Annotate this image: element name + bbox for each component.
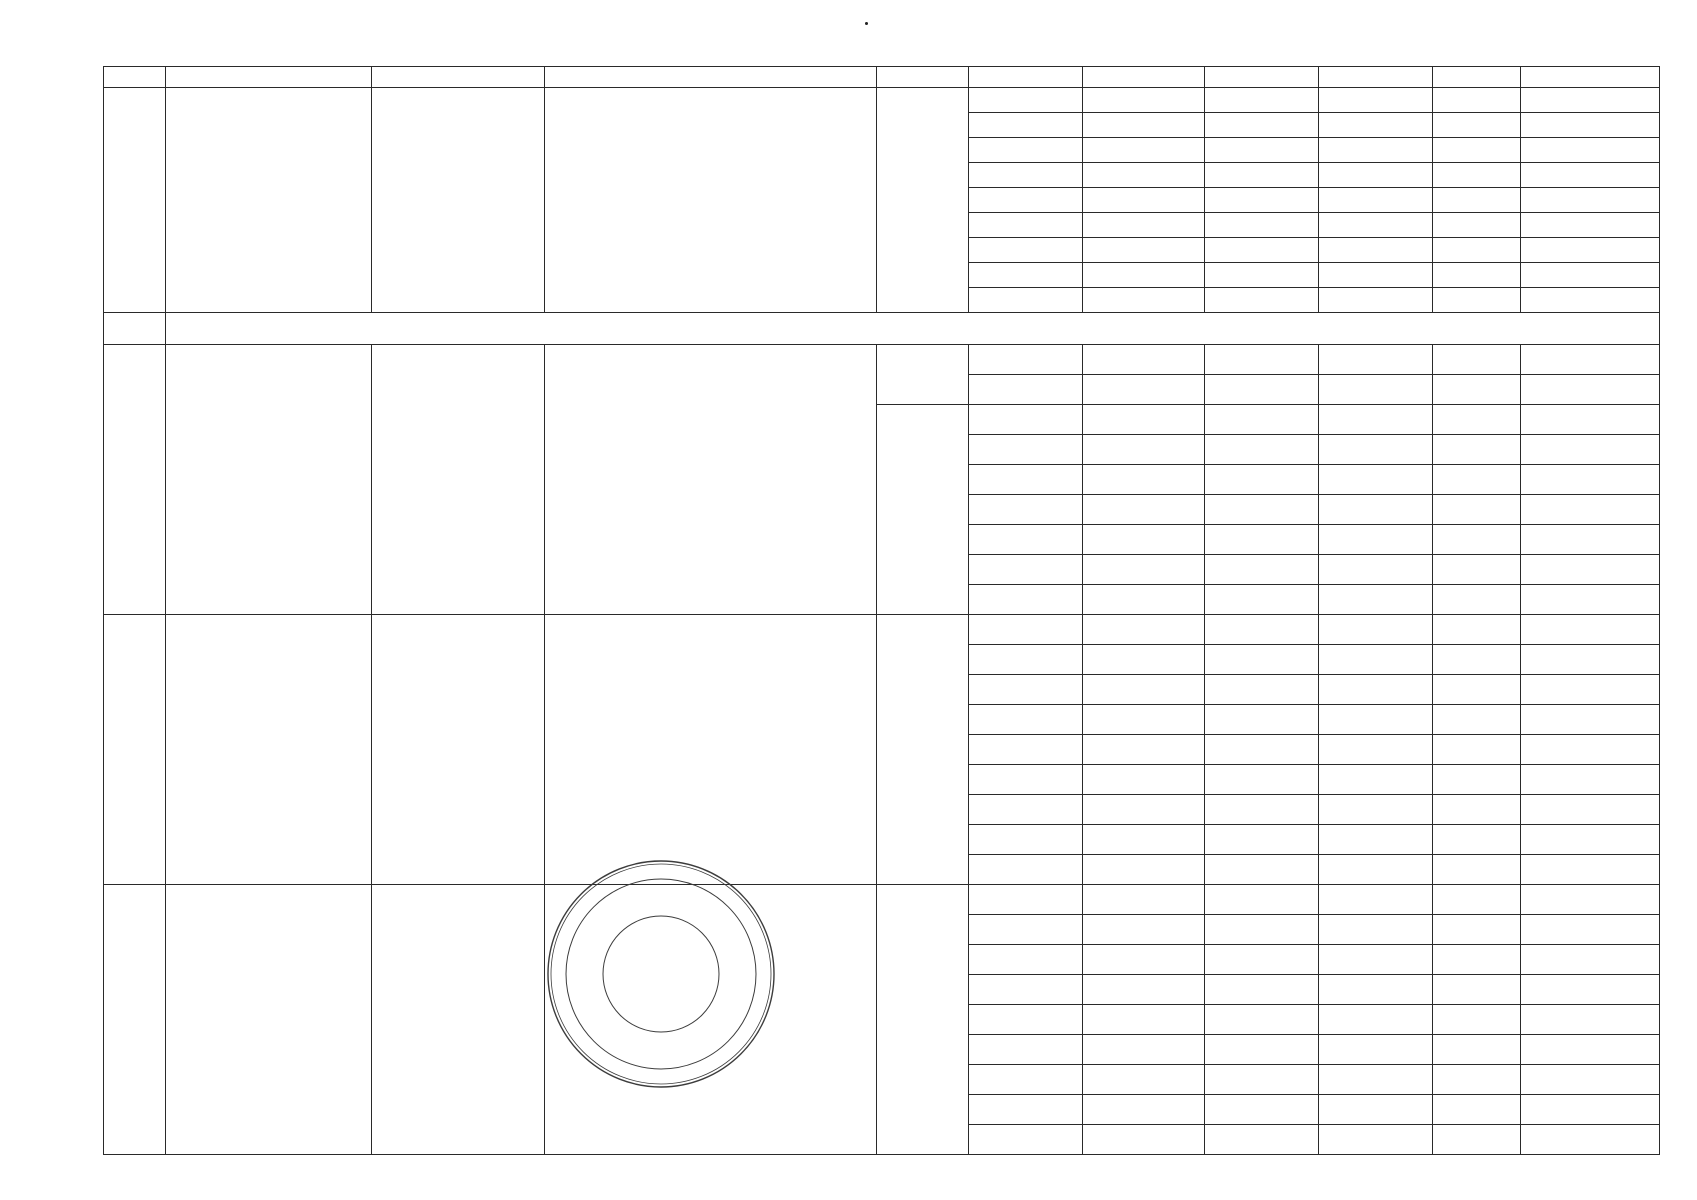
- empty-cell: [545, 885, 877, 1155]
- year-cell: [969, 213, 1083, 238]
- amount-cell: [1521, 735, 1660, 765]
- year-cell: [969, 885, 1083, 915]
- item-result: [545, 345, 877, 615]
- amount-cell: [1521, 615, 1660, 645]
- amount-cell: [1083, 1065, 1205, 1095]
- amount-cell: [1433, 465, 1521, 495]
- amount-cell: [1205, 213, 1319, 238]
- amount-cell: [1521, 1095, 1660, 1125]
- year-cell: [969, 345, 1083, 375]
- amount-cell: [1205, 585, 1319, 615]
- amount-cell: [1433, 113, 1521, 138]
- budget-table: [103, 66, 1660, 1155]
- amount-cell: [1205, 495, 1319, 525]
- amount-cell: [1319, 138, 1433, 163]
- amount-cell: [1433, 495, 1521, 525]
- amount-cell: [1433, 645, 1521, 675]
- amount-cell: [1521, 1125, 1660, 1155]
- amount-cell: [1205, 345, 1319, 375]
- year-cell: [969, 163, 1083, 188]
- amount-cell: [1521, 435, 1660, 465]
- amount-cell: [1083, 645, 1205, 675]
- amount-cell: [1319, 88, 1433, 113]
- amount-cell: [1319, 1005, 1433, 1035]
- year-cell: [969, 975, 1083, 1005]
- amount-cell: [1319, 405, 1433, 435]
- amount-cell: [1319, 435, 1433, 465]
- amount-cell: [1521, 705, 1660, 735]
- section-number: [104, 313, 166, 345]
- section-row: [104, 313, 1660, 345]
- amount-cell: [1083, 675, 1205, 705]
- amount-cell: [1319, 163, 1433, 188]
- amount-cell: [1319, 345, 1433, 375]
- amount-cell: [1205, 435, 1319, 465]
- item-name: [166, 345, 372, 615]
- col-num: [545, 67, 877, 88]
- item-executor: [372, 345, 545, 615]
- amount-cell: [1433, 405, 1521, 435]
- empty-cell: [372, 615, 545, 885]
- amount-cell: [1205, 645, 1319, 675]
- amount-cell: [1083, 88, 1205, 113]
- amount-cell: [1205, 163, 1319, 188]
- amount-cell: [1083, 288, 1205, 313]
- amount-cell: [1319, 1035, 1433, 1065]
- amount-cell: [1433, 915, 1521, 945]
- amount-cell: [1521, 465, 1660, 495]
- amount-cell: [1433, 585, 1521, 615]
- amount-cell: [1083, 585, 1205, 615]
- unit-conditional: [877, 345, 969, 405]
- amount-cell: [1205, 1035, 1319, 1065]
- amount-cell: [1205, 113, 1319, 138]
- amount-cell: [1433, 163, 1521, 188]
- amount-cell: [1521, 855, 1660, 885]
- amount-cell: [1083, 765, 1205, 795]
- amount-cell: [1521, 795, 1660, 825]
- amount-cell: [1433, 1065, 1521, 1095]
- amount-cell: [1521, 88, 1660, 113]
- year-cell: [969, 238, 1083, 263]
- amount-cell: [1521, 975, 1660, 1005]
- year-cell: [969, 645, 1083, 675]
- empty-cell: [877, 88, 969, 313]
- amount-cell: [1083, 825, 1205, 855]
- amount-cell: [1205, 88, 1319, 113]
- empty-cell: [372, 88, 545, 313]
- amount-cell: [1083, 213, 1205, 238]
- year-cell: [969, 1065, 1083, 1095]
- empty-cell: [877, 885, 969, 1155]
- section-title: [166, 313, 1660, 345]
- amount-cell: [1433, 555, 1521, 585]
- amount-cell: [1433, 525, 1521, 555]
- amount-cell: [1521, 163, 1660, 188]
- amount-cell: [1433, 1005, 1521, 1035]
- amount-cell: [1083, 705, 1205, 735]
- amount-cell: [1319, 263, 1433, 288]
- amount-cell: [1521, 113, 1660, 138]
- amount-cell: [1521, 915, 1660, 945]
- amount-cell: [1521, 238, 1660, 263]
- year-cell: [969, 1035, 1083, 1065]
- year-cell: [969, 675, 1083, 705]
- block-label: [166, 885, 372, 1155]
- year-cell: [969, 405, 1083, 435]
- amount-cell: [1205, 795, 1319, 825]
- amount-cell: [1205, 945, 1319, 975]
- amount-cell: [1319, 885, 1433, 915]
- amount-cell: [1319, 975, 1433, 1005]
- amount-cell: [1521, 825, 1660, 855]
- amount-cell: [1433, 88, 1521, 113]
- amount-cell: [1083, 945, 1205, 975]
- year-cell: [969, 525, 1083, 555]
- col-num: [372, 67, 545, 88]
- amount-cell: [1433, 615, 1521, 645]
- unit-percent: [877, 405, 969, 615]
- amount-cell: [1433, 213, 1521, 238]
- amount-cell: [1083, 735, 1205, 765]
- amount-cell: [1433, 885, 1521, 915]
- amount-cell: [1433, 945, 1521, 975]
- empty-cell: [877, 615, 969, 885]
- year-cell: [969, 795, 1083, 825]
- amount-cell: [1521, 375, 1660, 405]
- amount-cell: [1319, 213, 1433, 238]
- amount-cell: [1319, 1095, 1433, 1125]
- amount-cell: [1319, 645, 1433, 675]
- amount-cell: [1205, 465, 1319, 495]
- amount-cell: [1319, 188, 1433, 213]
- amount-cell: [1319, 855, 1433, 885]
- amount-cell: [1521, 555, 1660, 585]
- amount-cell: [1433, 238, 1521, 263]
- amount-cell: [1205, 915, 1319, 945]
- table-row: [104, 88, 1660, 113]
- amount-cell: [1205, 675, 1319, 705]
- year-cell: [969, 915, 1083, 945]
- amount-cell: [1205, 138, 1319, 163]
- amount-cell: [1083, 138, 1205, 163]
- table-row: [104, 885, 1660, 915]
- amount-cell: [1319, 735, 1433, 765]
- year-cell: [969, 263, 1083, 288]
- year-cell: [969, 375, 1083, 405]
- year-cell: [969, 465, 1083, 495]
- block-label: [166, 615, 372, 885]
- amount-cell: [1319, 705, 1433, 735]
- amount-cell: [1319, 113, 1433, 138]
- amount-cell: [1083, 975, 1205, 1005]
- column-number-row: [104, 67, 1660, 88]
- amount-cell: [1205, 885, 1319, 915]
- amount-cell: [1433, 138, 1521, 163]
- amount-cell: [1205, 263, 1319, 288]
- amount-cell: [1319, 465, 1433, 495]
- amount-cell: [1433, 855, 1521, 885]
- amount-cell: [1205, 615, 1319, 645]
- amount-cell: [1521, 945, 1660, 975]
- amount-cell: [1205, 375, 1319, 405]
- col-num: [877, 67, 969, 88]
- amount-cell: [1521, 138, 1660, 163]
- year-cell: [969, 113, 1083, 138]
- amount-cell: [1205, 855, 1319, 885]
- amount-cell: [1205, 735, 1319, 765]
- amount-cell: [1083, 405, 1205, 435]
- amount-cell: [1205, 188, 1319, 213]
- item-number: [104, 345, 166, 615]
- amount-cell: [1433, 263, 1521, 288]
- year-cell: [969, 735, 1083, 765]
- amount-cell: [1521, 1005, 1660, 1035]
- amount-cell: [1205, 238, 1319, 263]
- year-cell: [969, 188, 1083, 213]
- year-cell: [969, 495, 1083, 525]
- year-cell: [969, 705, 1083, 735]
- amount-cell: [1205, 975, 1319, 1005]
- amount-cell: [1083, 113, 1205, 138]
- amount-cell: [1205, 525, 1319, 555]
- amount-cell: [1433, 765, 1521, 795]
- amount-cell: [1433, 345, 1521, 375]
- year-cell: [969, 288, 1083, 313]
- year-cell: [969, 825, 1083, 855]
- year-cell: [969, 765, 1083, 795]
- amount-cell: [1083, 263, 1205, 288]
- amount-cell: [1205, 1125, 1319, 1155]
- year-cell: [969, 855, 1083, 885]
- amount-cell: [1083, 1125, 1205, 1155]
- amount-cell: [1521, 675, 1660, 705]
- amount-cell: [1433, 288, 1521, 313]
- amount-cell: [1083, 915, 1205, 945]
- amount-cell: [1521, 263, 1660, 288]
- amount-cell: [1083, 465, 1205, 495]
- amount-cell: [1083, 855, 1205, 885]
- amount-cell: [1433, 435, 1521, 465]
- amount-cell: [1083, 885, 1205, 915]
- amount-cell: [1083, 1095, 1205, 1125]
- empty-cell: [372, 885, 545, 1155]
- amount-cell: [1205, 765, 1319, 795]
- amount-cell: [1521, 345, 1660, 375]
- amount-cell: [1433, 1125, 1521, 1155]
- amount-cell: [1083, 615, 1205, 645]
- amount-cell: [1205, 705, 1319, 735]
- amount-cell: [1319, 825, 1433, 855]
- col-num: [166, 67, 372, 88]
- empty-cell: [545, 615, 877, 885]
- amount-cell: [1083, 345, 1205, 375]
- year-cell: [969, 1125, 1083, 1155]
- amount-cell: [1433, 675, 1521, 705]
- amount-cell: [1205, 1005, 1319, 1035]
- amount-cell: [1433, 1035, 1521, 1065]
- amount-cell: [1319, 1065, 1433, 1095]
- amount-cell: [1083, 238, 1205, 263]
- amount-cell: [1521, 885, 1660, 915]
- amount-cell: [1433, 735, 1521, 765]
- amount-cell: [1205, 288, 1319, 313]
- amount-cell: [1433, 795, 1521, 825]
- amount-cell: [1319, 675, 1433, 705]
- amount-cell: [1319, 288, 1433, 313]
- amount-cell: [1083, 495, 1205, 525]
- year-cell: [969, 88, 1083, 113]
- empty-cell: [104, 885, 166, 1155]
- amount-cell: [1083, 1005, 1205, 1035]
- amount-cell: [1433, 705, 1521, 735]
- amount-cell: [1205, 405, 1319, 435]
- amount-cell: [1521, 495, 1660, 525]
- amount-cell: [1083, 375, 1205, 405]
- amount-cell: [1433, 375, 1521, 405]
- amount-cell: [1083, 555, 1205, 585]
- table-row: [104, 345, 1660, 375]
- empty-cell: [104, 88, 166, 313]
- year-cell: [969, 585, 1083, 615]
- amount-cell: [1319, 765, 1433, 795]
- amount-cell: [1521, 585, 1660, 615]
- amount-cell: [1521, 188, 1660, 213]
- amount-cell: [1319, 615, 1433, 645]
- amount-cell: [1083, 435, 1205, 465]
- amount-cell: [1433, 188, 1521, 213]
- amount-cell: [1319, 585, 1433, 615]
- year-cell: [969, 945, 1083, 975]
- year-cell: [969, 1095, 1083, 1125]
- year-cell: [969, 138, 1083, 163]
- amount-cell: [1083, 188, 1205, 213]
- year-cell: [969, 615, 1083, 645]
- amount-cell: [1083, 163, 1205, 188]
- amount-cell: [1319, 525, 1433, 555]
- col-num: [1083, 67, 1205, 88]
- amount-cell: [1521, 405, 1660, 435]
- amount-cell: [1521, 1065, 1660, 1095]
- amount-cell: [1083, 795, 1205, 825]
- empty-cell: [545, 88, 877, 313]
- amount-cell: [1319, 495, 1433, 525]
- year-cell: [969, 435, 1083, 465]
- col-num: [1433, 67, 1521, 88]
- col-num: [1205, 67, 1319, 88]
- amount-cell: [1205, 825, 1319, 855]
- table-body: [104, 67, 1660, 1155]
- speck: [865, 22, 868, 25]
- amount-cell: [1521, 1035, 1660, 1065]
- year-cell: [969, 1005, 1083, 1035]
- amount-cell: [1205, 1095, 1319, 1125]
- amount-cell: [1433, 825, 1521, 855]
- amount-cell: [1319, 238, 1433, 263]
- year-cell: [969, 555, 1083, 585]
- amount-cell: [1205, 1065, 1319, 1095]
- amount-cell: [1521, 288, 1660, 313]
- table-row: [104, 615, 1660, 645]
- amount-cell: [1521, 213, 1660, 238]
- amount-cell: [1319, 795, 1433, 825]
- amount-cell: [1433, 1095, 1521, 1125]
- amount-cell: [1521, 645, 1660, 675]
- col-num: [104, 67, 166, 88]
- amount-cell: [1433, 975, 1521, 1005]
- amount-cell: [1083, 525, 1205, 555]
- amount-cell: [1319, 1125, 1433, 1155]
- amount-cell: [1319, 915, 1433, 945]
- amount-cell: [1319, 555, 1433, 585]
- col-num: [1521, 67, 1660, 88]
- amount-cell: [1521, 525, 1660, 555]
- col-num: [969, 67, 1083, 88]
- amount-cell: [1083, 1035, 1205, 1065]
- amount-cell: [1205, 555, 1319, 585]
- block-label: [166, 88, 372, 313]
- amount-cell: [1319, 375, 1433, 405]
- col-num: [1319, 67, 1433, 88]
- empty-cell: [104, 615, 166, 885]
- amount-cell: [1521, 765, 1660, 795]
- amount-cell: [1319, 945, 1433, 975]
